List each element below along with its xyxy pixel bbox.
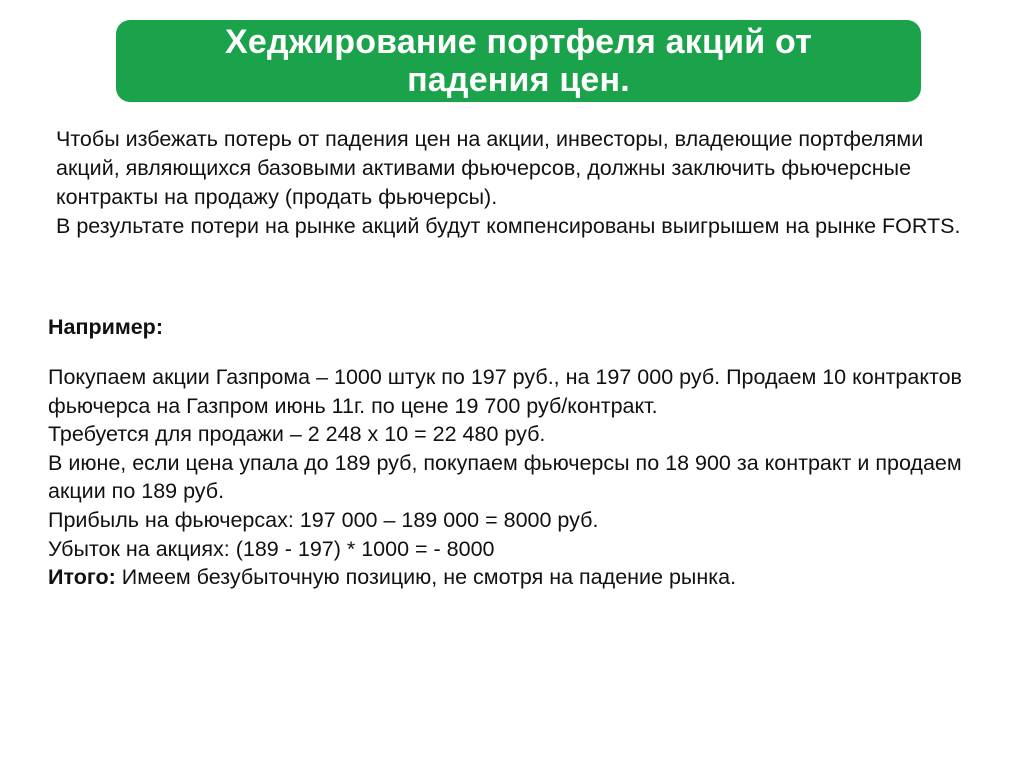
total-line — [48, 563, 988, 592]
total-text: Имеем безубыточную позицию, не смотря на падение рынка. — [115, 565, 737, 590]
example-body — [48, 363, 988, 592]
example-line: В июне, если цена упала до 189 руб, покупаем фьючерсы по 18 900 за контракт и продаем акции по 189 руб. — [48, 450, 962, 504]
example-line: Требуется для продажи – 2 248 х 10 = 22 480 руб. — [48, 422, 546, 447]
intro-line: Чтобы избежать потерь от падения цен на акции, инвесторы, владеющие портфелями акций, являющихся базовыми активами фьючерсов, должны заключить фьючерсные контракты на продажу (продать фьючерсы). — [56, 127, 924, 209]
slide-title-banner — [116, 20, 921, 102]
total-label: Итого: — [48, 565, 116, 590]
intro-line: В результате потери на рынке акций будут компенсированы выигрышем на рынке FORTS. — [56, 214, 961, 238]
example-line: Прибыль на фьючерсах: 197 000 – 189 000 = 8000 руб. — [48, 507, 599, 532]
example-line: Покупаем акции Газпрома – 1000 штук по 197 руб., на 197 000 руб. Продаем 10 контрактов фьючерса на Газпром июнь 11г. по цене 19 700 руб/контракт. — [48, 365, 962, 418]
example-heading: Например: — [48, 315, 163, 339]
slide-title: Хеджирование портфеля акций от падения цен. — [225, 23, 812, 99]
intro-paragraph — [56, 125, 976, 241]
example-line: Убыток на акциях: (189 - 197) * 1000 = - 8000 — [48, 536, 495, 561]
